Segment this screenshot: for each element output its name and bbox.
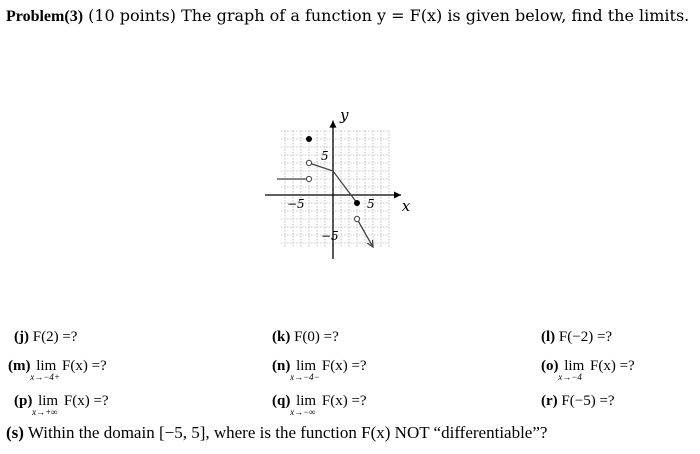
question-o	[541, 358, 635, 382]
question-text: F(−5) =?	[561, 393, 615, 409]
question-label: (m)	[8, 358, 31, 374]
limit-subscript: x→−4−	[290, 372, 320, 382]
question-text: F(x) =?	[63, 393, 109, 409]
question-text: F(x) =?	[590, 358, 635, 374]
question-label: (k)	[272, 329, 291, 345]
closed-point	[306, 136, 312, 142]
question-label: (o)	[541, 358, 559, 374]
question-q	[272, 393, 367, 417]
question-s	[6, 423, 547, 443]
question-j	[14, 329, 77, 346]
question-text: F(2) =?	[32, 329, 78, 345]
limit-operator: lim x→−4+	[30, 358, 60, 382]
question-text: Within the domain [−5, 5], where is the function F(x) NOT “differentiable”?	[27, 423, 548, 442]
question-l	[541, 329, 612, 346]
question-label: (q)	[272, 393, 291, 409]
question-k	[272, 329, 339, 346]
x-axis-label: x	[401, 197, 411, 215]
y-axis-arrow	[330, 121, 337, 128]
question-text: F(x) =?	[62, 358, 107, 374]
question-label: (l)	[541, 329, 556, 345]
limit-operator: lim x→+∞	[32, 393, 59, 417]
tick-label: −5	[321, 229, 339, 243]
open-endpoint	[306, 176, 311, 181]
limit-subscript: x→−4	[558, 372, 582, 382]
limit-subscript: x→+∞	[32, 407, 58, 417]
limit-operator: lim x→−∞	[290, 393, 317, 417]
question-p	[14, 393, 109, 417]
tick-label: −5	[287, 197, 305, 211]
question-text: F(−2) =?	[558, 329, 613, 345]
y-axis-label: y	[340, 105, 349, 124]
x-axis-arrow	[394, 192, 401, 199]
question-text: F(x) =?	[321, 393, 367, 409]
tick-label: 5	[321, 149, 329, 163]
question-label: (j)	[14, 329, 29, 345]
open-endpoint	[306, 160, 311, 165]
tick-label: 5	[367, 197, 375, 211]
question-text: F(x) =?	[321, 358, 367, 374]
closed-point	[354, 200, 360, 206]
open-endpoint	[354, 216, 359, 221]
problem-points: (10 points)	[88, 6, 176, 25]
limit-operator: lim x→−4	[558, 358, 585, 382]
limit-subscript: x→−4+	[30, 372, 60, 382]
problem-text: The graph of a function y = F(x) is given below, find the limits.	[181, 6, 690, 25]
question-label: (n)	[272, 358, 291, 374]
limit-operator: lim x→−4−	[290, 358, 320, 382]
question-label: (s)	[6, 423, 24, 442]
question-n	[272, 358, 367, 382]
problem-number: Problem(3)	[6, 8, 84, 25]
question-label: (p)	[14, 393, 33, 409]
question-label: (r)	[541, 393, 558, 409]
question-r	[541, 393, 615, 410]
question-m	[8, 358, 107, 382]
question-text: F(0) =?	[294, 329, 339, 345]
limit-subscript: x→−∞	[290, 407, 316, 417]
